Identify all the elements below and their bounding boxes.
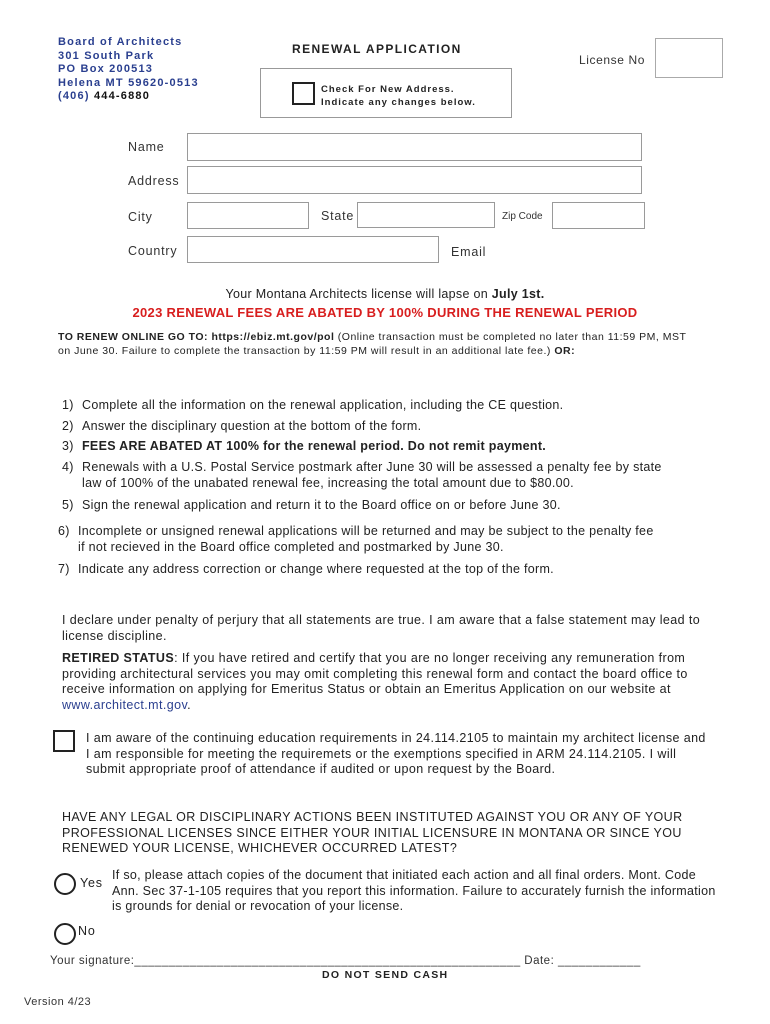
lapse-text: Your Montana Architects license will lapse on [225, 287, 492, 301]
retired-status-label: RETIRED STATUS [62, 651, 175, 665]
instruction-item [58, 523, 654, 555]
online-renewal-or: OR: [554, 345, 576, 357]
lapse-date: July 1st. [491, 287, 545, 301]
form-title: RENEWAL APPLICATION [292, 42, 462, 56]
name-label: Name [128, 140, 165, 154]
state-field[interactable] [357, 202, 495, 228]
board-website-link[interactable]: www.architect.mt.gov [62, 697, 188, 712]
zip-field[interactable] [552, 202, 645, 229]
instruction-item [62, 497, 561, 513]
no-label: No [78, 924, 96, 938]
instruction-item [58, 561, 554, 577]
city-field[interactable] [187, 202, 309, 229]
instruction-text: Answer the disciplinary question at the bottom of the form. [82, 419, 422, 433]
instruction-number: 7) [58, 562, 70, 576]
board-pobox: PO Box 200513 [58, 63, 154, 75]
board-phone [58, 90, 199, 104]
instruction-number: 6) [58, 524, 70, 538]
new-address-line1: Check For New Address. [321, 84, 455, 95]
legal-disciplinary-question: HAVE ANY LEGAL OR DISCIPLINARY ACTIONS BEEN INSTITUTED AGAINST YOU OR ANY OF YOUR PROFESSIONAL LICENSES SINCE EITHER YOUR INITIAL LICENSURE IN MONTANA OR SINCE YOU RENEWED YOUR LICENSE, WHICHEVER OCCURRED LATEST? [62, 810, 683, 855]
retired-status-end: . [187, 697, 192, 712]
board-phone-area: (406) [58, 90, 90, 102]
new-address-line2: Indicate any changes below. [321, 97, 476, 108]
address-label: Address [128, 174, 180, 188]
yes-explanation: If so, please attach copies of the document that initiated each action and all final orders. Mont. Code Ann. Sec 37-1-105 requires that you report this information. Failure to accurately furnish the information is grounds for denial or revocation of your license. [112, 868, 716, 913]
board-phone-number: 444-6880 [93, 90, 151, 102]
state-label: State [321, 209, 355, 223]
ce-statement: I am aware of the continuing education requirements in 24.114.2105 to maintain my architect license and I am responsible for meeting the requiremets or the exemptions specified in ARM 24.114.2105. I will submit appropriate proof of attendance if audited or upon request by the Board. [86, 731, 706, 776]
signature-date-line[interactable]: Your signature:________________________________________________________ Date: ____________ [50, 955, 641, 967]
no-radio[interactable] [54, 923, 76, 945]
instruction-continuation: if not recieved in the Board office completed and postmarked by June 30. [78, 540, 504, 554]
instruction-number: 2) [62, 419, 74, 433]
instruction-item [62, 418, 421, 434]
license-number-label: License No [579, 53, 646, 67]
retired-status-text: : If you have retired and certify that you are no longer receiving any remuneration from providing architectural services you may omit completing this renewal form and contact the board office to receive information on applying for Emeritus Status or obtain an Emeritus Application on our website at [62, 651, 688, 696]
online-renewal-note [58, 330, 698, 358]
ce-acknowledgement-checkbox[interactable] [53, 730, 75, 752]
instruction-text: Complete all the information on the renewal application, including the CE question. [82, 398, 564, 412]
name-field[interactable] [187, 133, 642, 161]
instruction-text: Sign the renewal application and return it to the Board office on or before June 30. [82, 498, 561, 512]
online-renewal-lead: TO RENEW ONLINE GO TO: https://ebiz.mt.gov/pol [58, 331, 335, 343]
retired-status-paragraph [62, 651, 727, 713]
country-label: Country [128, 244, 178, 258]
board-street: 301 South Park [58, 49, 155, 62]
lapse-notice [0, 287, 770, 301]
new-address-instructions [321, 83, 476, 109]
board-name: Board of Architects [58, 36, 183, 48]
yes-radio[interactable] [54, 873, 76, 895]
address-field[interactable] [187, 166, 642, 194]
form-version: Version 4/23 [24, 996, 92, 1008]
online-renewal-body: (Online transaction must be completed no later than 11:59 PM, MST on June 30. Failure to complete the transaction by 11:59 PM will result in an additional late fee.) [58, 331, 687, 357]
instruction-continuation: law of 100% of the unabated renewal fee, increasing the total amount due to $80.00. [82, 476, 574, 490]
country-field[interactable] [187, 236, 439, 263]
perjury-declaration: I declare under penalty of perjury that all statements are true. I am aware that a false statement may lead to license discipline. [62, 613, 701, 643]
instruction-text: FEES ARE ABATED AT 100% for the renewal period. Do not remit payment. [82, 439, 547, 453]
instruction-number: 3) [62, 439, 74, 453]
zip-label: Zip Code [502, 211, 543, 222]
instruction-item [62, 438, 546, 454]
instruction-item [62, 397, 563, 413]
yes-label: Yes [80, 876, 103, 890]
license-number-field[interactable] [655, 38, 723, 78]
email-label: Email [451, 245, 487, 259]
do-not-send-cash: DO NOT SEND CASH [322, 969, 449, 981]
board-city: Helena MT 59620-0513 [58, 76, 199, 89]
instruction-number: 5) [62, 498, 74, 512]
new-address-checkbox[interactable] [292, 82, 315, 105]
fees-abated-banner: 2023 RENEWAL FEES ARE ABATED BY 100% DURING THE RENEWAL PERIOD [132, 305, 638, 320]
instruction-item [62, 459, 662, 491]
instruction-text: Incomplete or unsigned renewal applications will be returned and may be subject to the penalty fee [78, 524, 654, 538]
instruction-number: 1) [62, 398, 74, 412]
instruction-text: Indicate any address correction or change where requested at the top of the form. [78, 562, 554, 576]
board-address-block [58, 36, 199, 104]
city-label: City [128, 210, 153, 224]
instruction-number: 4) [62, 460, 74, 474]
instruction-text: Renewals with a U.S. Postal Service postmark after June 30 will be assessed a penalty fee by state [82, 460, 662, 474]
